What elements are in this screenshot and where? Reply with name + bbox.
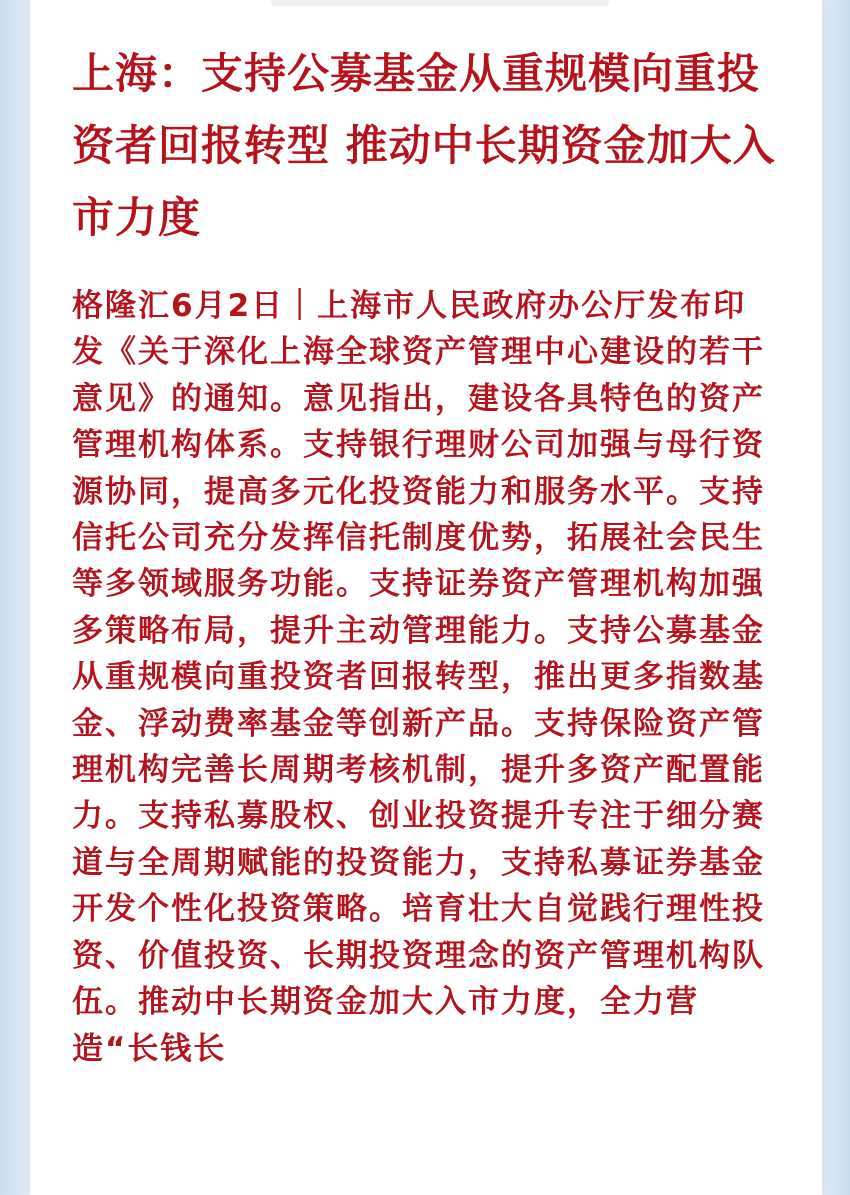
article-title: 上海：支持公募基金从重规模向重投资者回报转型 推动中长期资金加大入市力度 xyxy=(72,49,776,242)
source-tag: 格隆汇6月2日｜ xyxy=(72,288,318,324)
article-card xyxy=(30,0,822,1195)
top-notch xyxy=(270,0,610,6)
bottom-fade xyxy=(30,1155,822,1195)
article-body xyxy=(72,283,777,1072)
article-body-text: 上海市人民政府办公厅发布印发《关于深化上海全球资产管理中心建设的若干意见》的通知。意见指出，建设各具特色的资产管理机构体系。支持银行理财公司加强与母行资源协同，提高多元化投资能力和服务水平。支持信托公司充分发挥信托制度优势，拓展社会民生等多领域服务功能。支持证券资产管理机构加强多策略布局，提升主动管理能力。支持公募基金从重规模向重投资者回报转型，推出更多指数基金、浮动费率基金等创新产品。支持保险资产管理机构完善长周期考核机制，提升多资产配置能力。支持私募股权、创业投资提升专注于细分赛道与全周期赋能的投资能力，支持私募证券基金开发个性化投资策略。培育壮大自觉践行理性投资、价值投资、长期投资理念的资产管理机构队伍。推动中长期资金加大入市力度，全力营造“长钱长 xyxy=(72,288,765,1067)
